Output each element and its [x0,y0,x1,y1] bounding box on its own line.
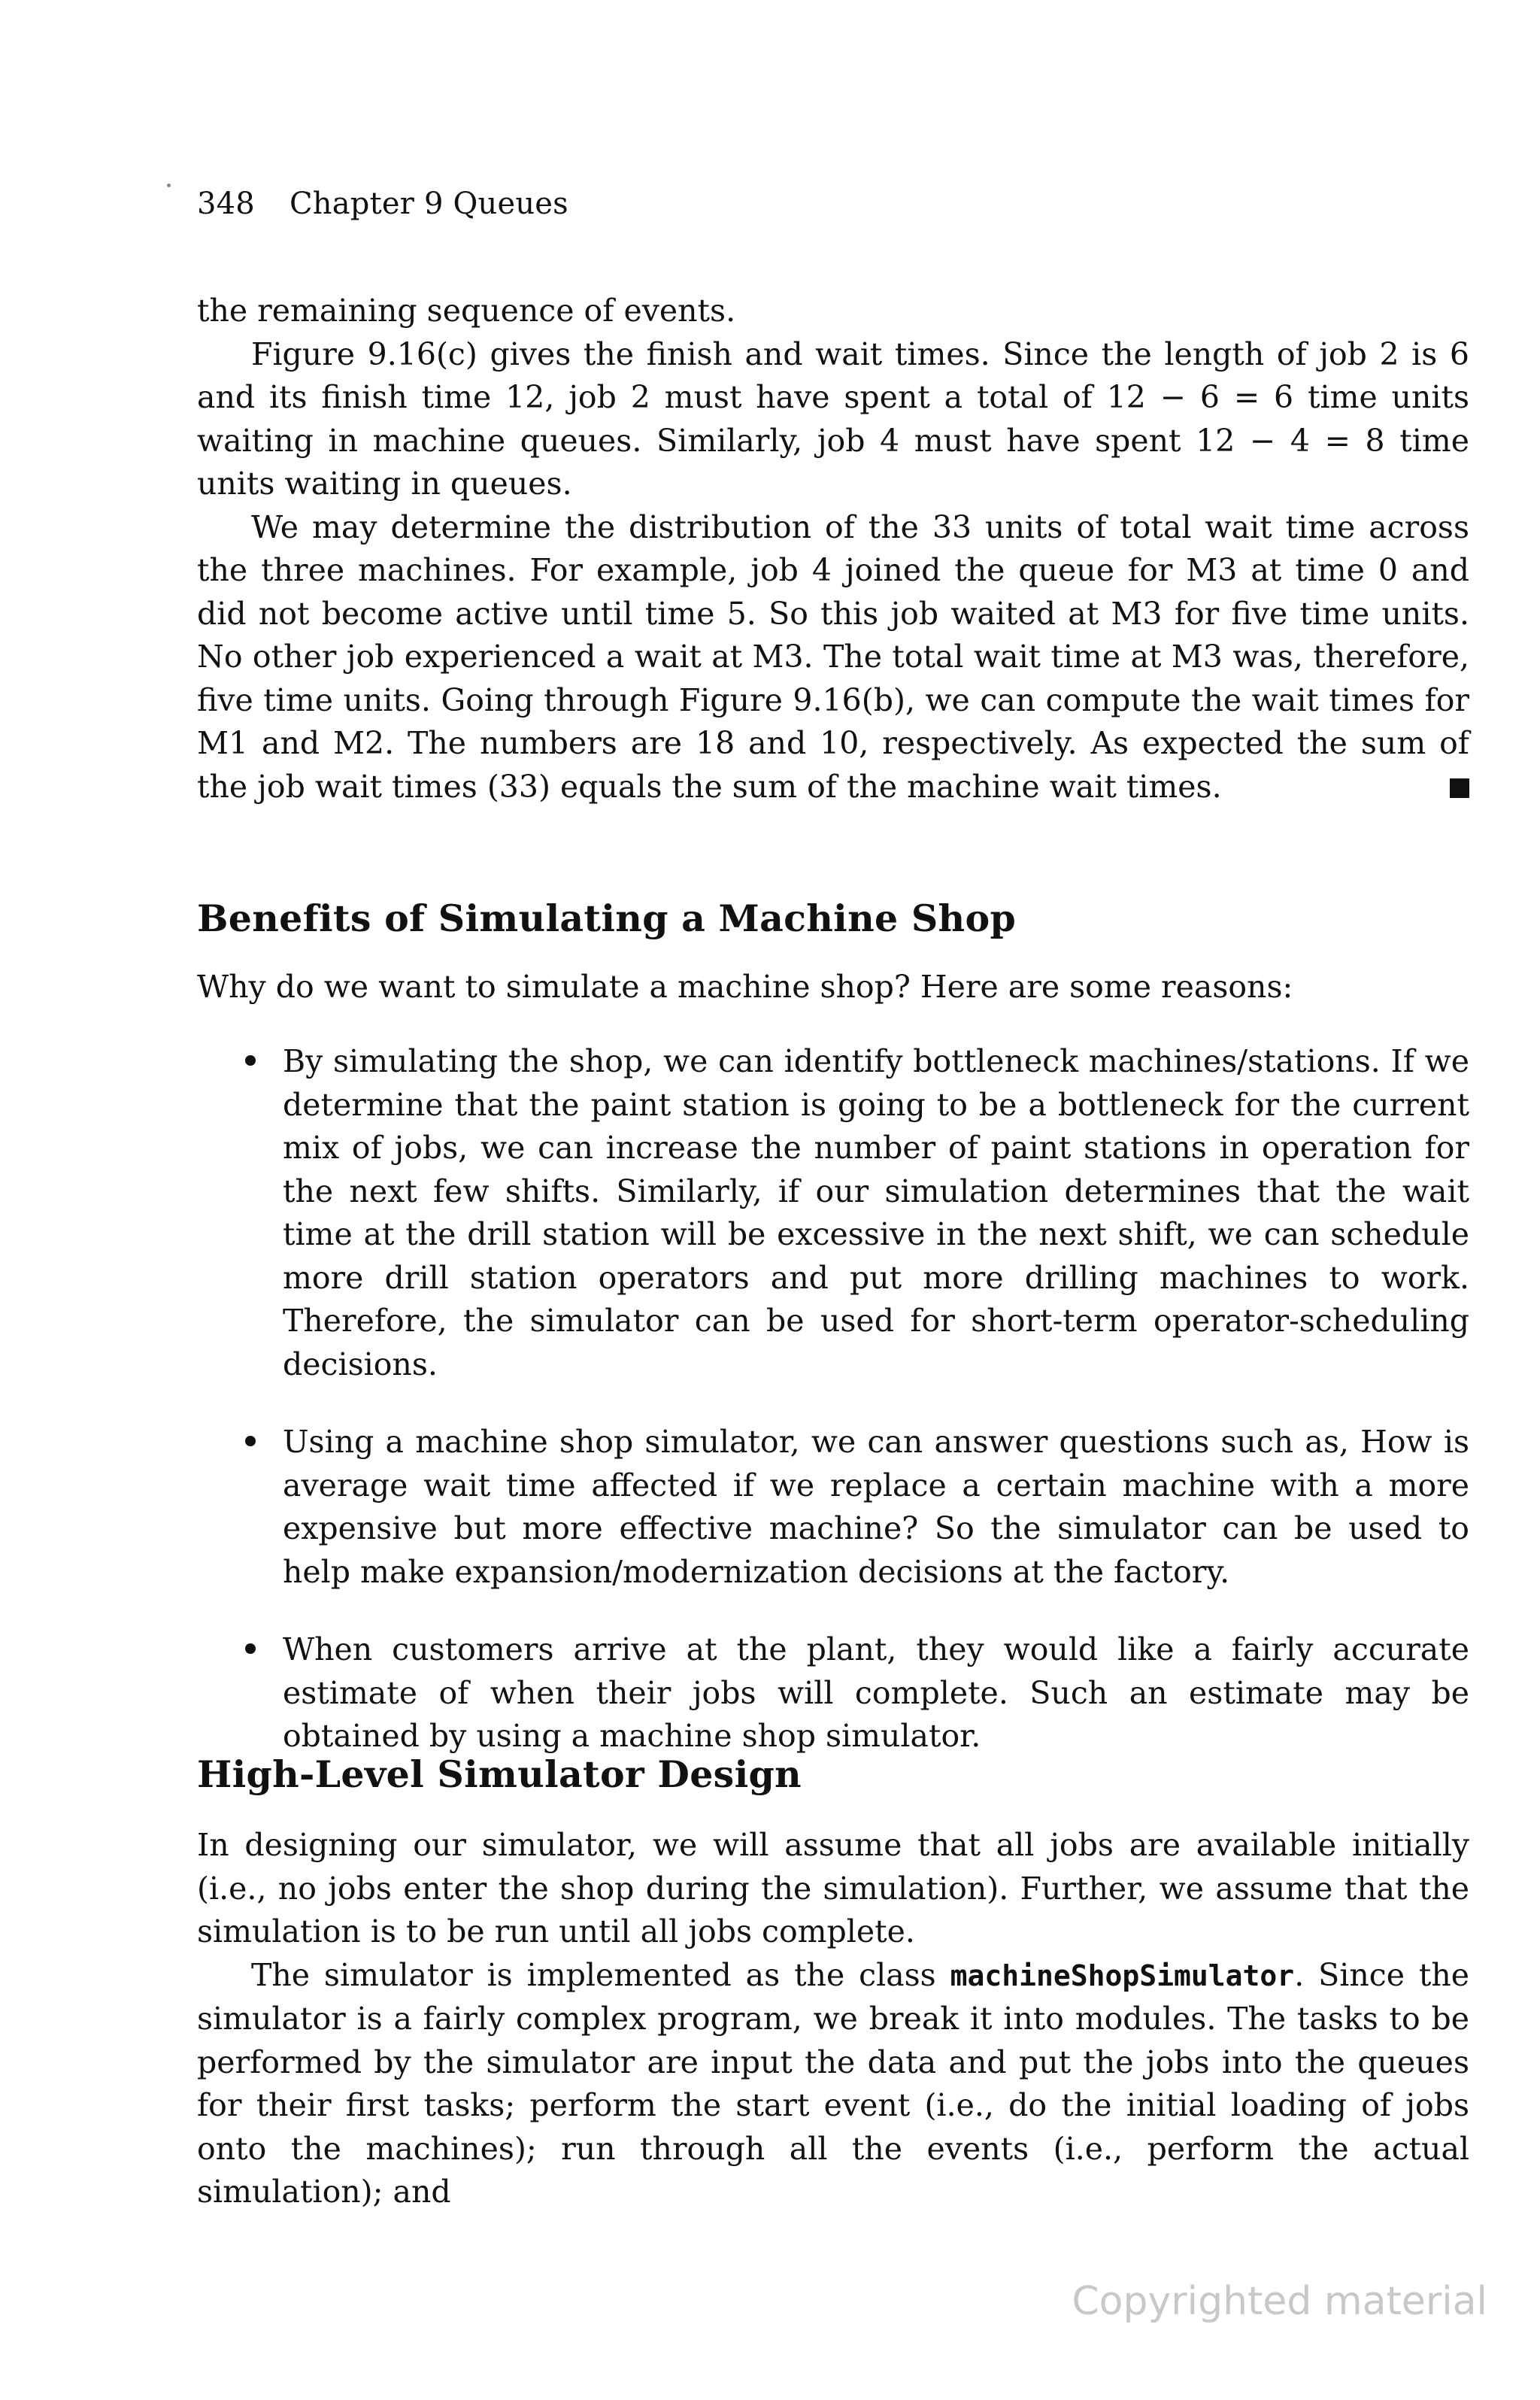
scan-speck [167,184,171,187]
copyright-watermark: Copyrighted material [1072,2279,1487,2324]
list-item-text: Using a machine shop simulator, we can answer questions such as, How is average wait time affected if we replace a certain machine with a more expensive but more effective machine? So the simulator can be used to help make expansion/modernization decisions at the factory. [283,1424,1469,1590]
bullet-icon [245,1643,256,1654]
benefits-intro: Why do we want to simulate a machine shop? Here are some reasons: [197,969,1293,1005]
list-item [242,1628,1469,1758]
list-item-text: When customers arrive at the plant, they would like a fairly accurate estimate of when their jobs will complete. Such an estimate may be obtained by using a machine shop simulator. [283,1631,1469,1754]
chapter-title: Chapter 9 Queues [289,187,568,221]
bullet-icon [245,1436,256,1446]
end-of-example-icon [1450,778,1469,798]
paragraph-wait-distribution: We may determine the distribution of the 33 units of total wait time across the three machines. For example, job 4 joined the queue for M3 at time 0 and did not become active until time 5. So this job waited at M3 for five time units. No other job experienced a wait at M3. The total wait time at M3 was, therefore, five time units. Going through Figure 9.16(b), we can compute the wait times for M1 and M2. The numbers are 18 and 10, respectively. As expected the sum of the job wait times (33) equals the sum of the machine wait times. [197,508,1469,805]
paragraph-implementation [197,1954,1469,2214]
intro-section [197,290,1469,809]
list-item [242,1421,1469,1594]
benefits-intro-block [197,966,1469,1009]
heading-simulator-design: High-Level Simulator Design [197,1752,802,1796]
list-item-text: By simulating the shop, we can identify bottleneck machines/stations. If we determine that the paint station is going to be a bottleneck for the current mix of jobs, we can increase the number of paint stations in operation for the next few shifts. Similarly, if our simulation determines that the wait time at the drill station will be excessive in the next shift, we can schedule more drill station operators and put more drilling machines to work. Therefore, the simulator can be used for short-term operator-scheduling decisions. [283,1043,1469,1382]
benefits-list [242,1040,1469,1793]
bullet-icon [245,1055,256,1066]
paragraph-assumptions: In designing our simulator, we will assume that all jobs are available initially (i.e., no jobs enter the shop during the simulation). Further, we assume that the simulation is to be run until all jobs complete. [197,1827,1469,1949]
implementation-text-rest: . Since the simulator is a fairly complex program, we break it into modules. The tasks to be performed by the simulator are input the data and put the jobs into the queues for their first tasks; perform the start event (i.e., do the initial loading of jobs onto the machines); run through all the events (i.e., perform the actual simulation); and [197,1956,1470,2210]
implementation-text-start: The simulator is implemented as the class [251,1956,950,1993]
running-header [197,187,568,221]
class-name-code: machineShopSimulator [950,1959,1295,1992]
heading-benefits: Benefits of Simulating a Machine Shop [197,897,1017,940]
design-section [197,1824,1469,2214]
paragraph-finish-wait: Figure 9.16(c) gives the finish and wait times. Since the length of job 2 is 6 and its finish time 12, job 2 must have spent a total of 12 − 6 = 6 time units waiting in machine queues. Similarly, job 4 must have spent 12 − 4 = 8 time units waiting in queues. [197,335,1469,502]
paragraph-wait-distribution-wrap [197,506,1469,809]
list-item [242,1040,1469,1386]
page-number: 348 [197,187,255,221]
paragraph-continuation: the remaining sequence of events. [197,293,736,329]
